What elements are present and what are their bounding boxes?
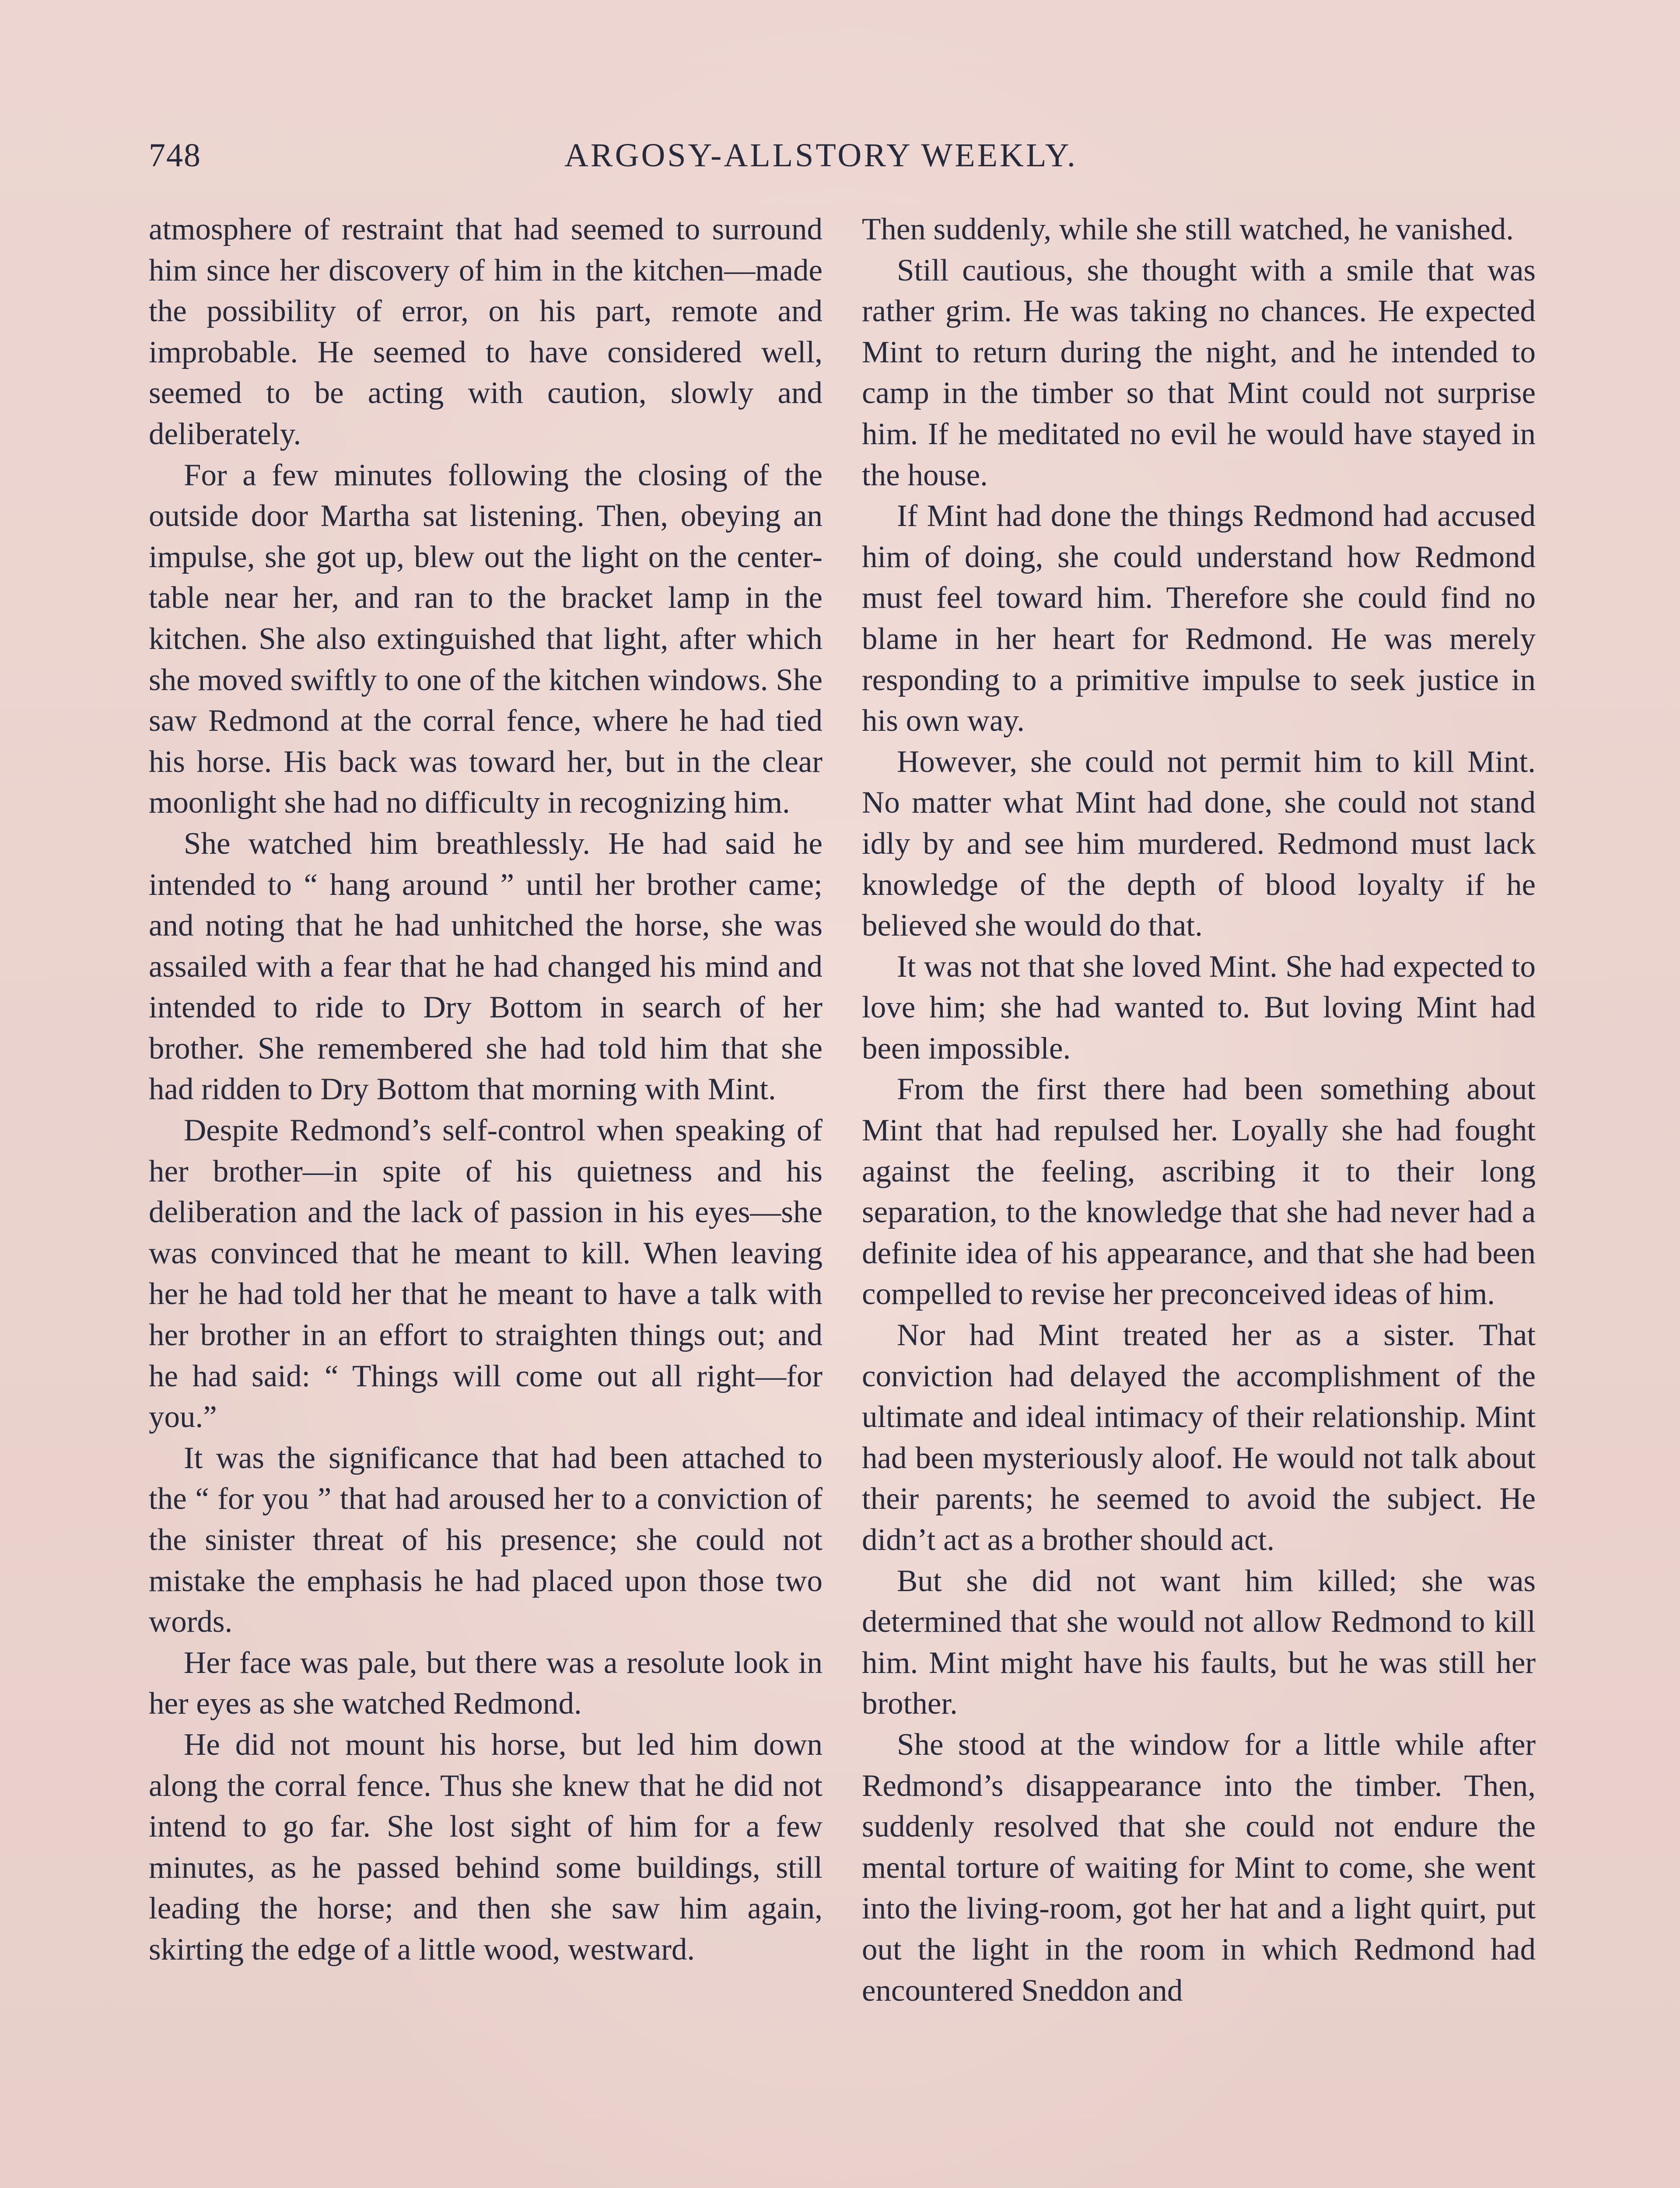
page-header	[149, 131, 1540, 179]
paragraph: But she did not want him killed; she was determined that she would not allow Redmond to kill him. Mint might have his faults, but he was still her brother.	[862, 1564, 1536, 1721]
paragraph: She stood at the window for a little while after Redmond’s disappearance into the timber. Then, suddenly resolved that she could not endure the mental torture of waiting for Mint to come, she went into the living-room, got her hat and a light quirt, put out the light in the room in which Redmond had encountered Sneddon and	[862, 1727, 1536, 2008]
paragraph: If Mint had done the things Redmond had accused him of doing, she could understand how Redmond must feel toward him. Therefore she could find no blame in her heart for Redmond. He was merely responding to a primitive impulse to seek justice in his own way.	[862, 499, 1536, 738]
paragraph: She watched him breathlessly. He had said he intended to “ hang around ” until her brother came; and noting that he had unhitched the horse, she was assailed with a fear that he had changed his mind and intended to ride to Dry Bottom in search of her brother. She remembered she had told him that she had ridden to Dry Bottom that morning with Mint.	[149, 826, 822, 1107]
paragraph: For a few minutes following the closing of the outside door Martha sat listening. Then, obeying an impulse, she got up, blew out the light on the center-table near her, and ran to the bracket lamp in the kitchen. She also extinguished that light, after which she moved swiftly to one of the kitchen windows. She saw Redmond at the corral fence, where he had tied his horse. His back was toward her, but in the clear moonlight she had no difficulty in recognizing him.	[149, 458, 822, 820]
running-title: ARGOSY-ALLSTORY WEEKLY.	[564, 137, 1078, 174]
paragraph: Despite Redmond’s self-control when speaking of her brother—in spite of his quietness and his deliberation and the lack of passion in his eyes—she was convinced that he meant to kill. When leaving her he had told her that he meant to have a talk with her brother in an effort to straighten things out; and he had said: “ Things will come out all right—for you.”	[149, 1113, 822, 1434]
paragraph: Then suddenly, while she still watched, he vanished.	[862, 212, 1514, 246]
right-column	[862, 209, 1536, 2188]
paragraph: From the first there had been something about Mint that had repulsed her. Loyally she had fought against the feeling, ascribing it to their long separation, to the knowledge that she had never had a definite idea of his appearance, and that she had been compelled to revise her preconceived ideas of him.	[862, 1072, 1536, 1311]
paragraph: Still cautious, she thought with a smile that was rather grim. He was taking no chances. He expected Mint to return during the night, and he intended to camp in the timber so that Mint could not surprise him. If he meditated no evil he would have stayed in the house.	[862, 253, 1536, 492]
paragraph: However, she could not permit him to kill Mint. No matter what Mint had done, she could not stand idly by and see him murdered. Redmond must lack knowledge of the depth of blood loyalty if he believed she would do that.	[862, 744, 1536, 943]
paragraph: atmosphere of restraint that had seemed to surround him since her discovery of him in the kitchen—made the possibility of error, on his part, remote and improbable. He seemed to have considered well, seemed to be acting with caution, slowly and deliberately.	[149, 212, 822, 451]
paragraph: It was the significance that had been attached to the “ for you ” that had aroused her to a conviction of the sinister threat of his presence; she could not mistake the emphasis he had placed upon those two words.	[149, 1441, 822, 1639]
left-column	[149, 209, 822, 2188]
paragraph: It was not that she loved Mint. She had expected to love him; she had wanted to. But loving Mint had been impossible.	[862, 949, 1536, 1066]
page-number: 748	[149, 137, 201, 174]
paragraph: Her face was pale, but there was a resolute look in her eyes as she watched Redmond.	[149, 1645, 822, 1721]
paragraph: Nor had Mint treated her as a sister. That conviction had delayed the accomplishment of the ultimate and ideal intimacy of their relationship. Mint had been mysteriously aloof. He would not talk about their parents; he seemed to avoid the subject. He didn’t act as a brother should act.	[862, 1318, 1536, 1557]
paragraph: He did not mount his horse, but led him down along the corral fence. Thus she knew that he did not intend to go far. She lost sight of him for a few minutes, as he passed behind some buildings, still leading the horse; and then she saw him again, skirting the edge of a little wood, westward.	[149, 1727, 822, 1967]
